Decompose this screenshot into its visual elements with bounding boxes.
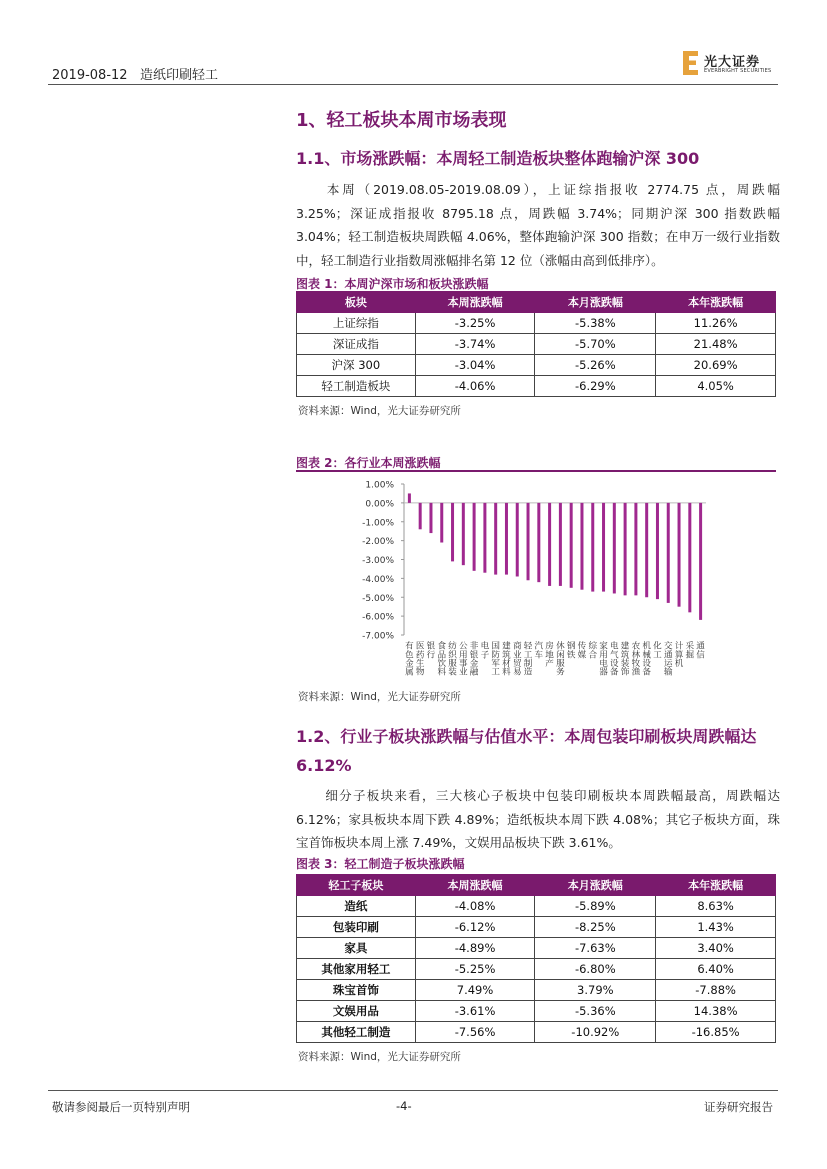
row-label: 上证综指 bbox=[297, 313, 416, 334]
table-cell: 7.49% bbox=[415, 980, 535, 1001]
chart-bar bbox=[656, 503, 659, 599]
table-cell: -6.80% bbox=[535, 959, 656, 980]
chart-bar bbox=[580, 503, 583, 590]
table-row bbox=[297, 959, 776, 980]
x-category-label: 商业贸易 bbox=[512, 641, 522, 678]
table-cell: 21.48% bbox=[656, 334, 776, 355]
row-label: 珠宝首饰 bbox=[297, 980, 416, 1001]
x-category-label: 化工 bbox=[653, 641, 662, 661]
chart-bar bbox=[591, 503, 594, 592]
header-divider bbox=[48, 84, 778, 85]
chart-bar bbox=[494, 503, 497, 575]
table-cell: -3.25% bbox=[415, 313, 535, 334]
subsector-performance-table bbox=[296, 874, 776, 1043]
chart-bar bbox=[408, 493, 411, 502]
table-cell: -10.92% bbox=[535, 1022, 656, 1043]
x-category-label: 银行 bbox=[426, 641, 436, 661]
table-cell: -4.89% bbox=[415, 938, 535, 959]
table-row bbox=[297, 334, 776, 355]
chart-bar bbox=[559, 503, 562, 586]
figure2-source: 资料来源：Wind，光大证券研究所 bbox=[298, 691, 461, 703]
chart-bar bbox=[419, 503, 422, 529]
y-tick-label: -3.00% bbox=[362, 556, 394, 566]
chart-bar bbox=[451, 503, 454, 562]
table-cell: -7.63% bbox=[535, 938, 656, 959]
table-row bbox=[297, 1022, 776, 1043]
subsection-title-1: 1.1、市场涨跌幅：本周轻工制造板块整体跑输沪深 300 bbox=[296, 149, 700, 168]
report-sector: 造纸印刷轻工 bbox=[139, 68, 218, 83]
chart-bar bbox=[602, 503, 605, 592]
column-header: 本月涨跌幅 bbox=[535, 292, 656, 313]
table-cell: -8.25% bbox=[535, 917, 656, 938]
x-category-label: 农林牧渔 bbox=[631, 641, 641, 678]
table-cell: -4.06% bbox=[415, 376, 535, 397]
figure1-source: 资料来源：Wind，光大证券研究所 bbox=[298, 405, 461, 417]
footer-disclaimer: 敬请参阅最后一页特别声明 bbox=[52, 1100, 190, 1114]
chart-bar bbox=[667, 503, 670, 603]
x-category-label: 计算机 bbox=[674, 641, 684, 669]
subsector-summary-text: 细分子板块来看，三大核心子板块中包装印刷板块本周跌幅最高，周跌幅达 6.12%；家具板块本周下跌 4.89%；造纸板块本周下跌 4.08%；其它子板块方面，珠宝首饰板块本周上涨 7.49%，文娱用品板块下跌 3.61%。 bbox=[296, 788, 780, 850]
table-cell: -3.61% bbox=[415, 1001, 535, 1022]
market-summary-paragraph bbox=[296, 178, 780, 272]
x-category-label: 医药生物 bbox=[415, 641, 425, 678]
footer-report-type: 证券研究报告 bbox=[704, 1100, 773, 1114]
chart-bar bbox=[548, 503, 551, 586]
chart-bar bbox=[645, 503, 648, 597]
table-cell: -3.74% bbox=[415, 334, 535, 355]
page-number: -4- bbox=[396, 1099, 412, 1113]
table-cell: 11.26% bbox=[656, 313, 776, 334]
section-title: 1、轻工板块本周市场表现 bbox=[296, 110, 507, 131]
table-row bbox=[297, 980, 776, 1001]
x-category-label: 轻工制造 bbox=[523, 641, 533, 678]
x-category-label: 通信 bbox=[696, 641, 705, 661]
header-date-sector bbox=[52, 64, 218, 83]
figure2-title: 图表 2：各行业本周涨跌幅 bbox=[296, 456, 441, 470]
y-tick-label: -2.00% bbox=[362, 537, 394, 548]
y-tick-label: 1.00% bbox=[365, 480, 394, 491]
x-category-label: 汽车 bbox=[534, 641, 544, 661]
row-label: 其他家用轻工 bbox=[297, 959, 416, 980]
x-category-label: 非银金融 bbox=[469, 641, 479, 678]
table-row bbox=[297, 938, 776, 959]
column-header: 本周涨跌幅 bbox=[415, 292, 535, 313]
industry-weekly-change-chart bbox=[296, 472, 776, 686]
table-cell: -5.38% bbox=[535, 313, 656, 334]
x-category-label: 钢铁 bbox=[566, 641, 576, 661]
table-cell: 3.79% bbox=[535, 980, 656, 1001]
x-category-label: 采掘 bbox=[685, 641, 695, 661]
subsection-title-2: 1.2、行业子板块涨跌幅与估值水平：本周包装印刷板块周跌幅达 6.12% bbox=[296, 727, 757, 775]
market-summary-text: 本周（2019.08.05-2019.08.09），上证综指报收 2774.75 点，周跌幅 3.25%；深证成指报收 8795.18 点，周跌幅 3.74%；同期沪深 300 指数跌幅 3.04%；轻工制造板块周跌幅 4.06%，整体跑输沪深 300 指数；在申万一级行业指数中，轻工制造行业指数周涨幅排名第 12 位（涨幅由高到低排序）。 bbox=[296, 182, 780, 268]
x-category-label: 国防军工 bbox=[491, 641, 500, 678]
row-label: 造纸 bbox=[297, 896, 416, 917]
table-row bbox=[297, 1001, 776, 1022]
x-category-label: 机械设备 bbox=[642, 641, 651, 678]
y-tick-label: -7.00% bbox=[362, 631, 394, 642]
table-cell: -7.56% bbox=[415, 1022, 535, 1043]
y-tick-label: -4.00% bbox=[362, 574, 394, 585]
figure3-source: 资料来源：Wind，光大证券研究所 bbox=[298, 1051, 461, 1063]
x-category-label: 综合 bbox=[588, 641, 598, 661]
table-cell: -5.25% bbox=[415, 959, 535, 980]
table-cell: 8.63% bbox=[656, 896, 776, 917]
market-performance-table bbox=[296, 291, 776, 397]
row-label: 沪深 300 bbox=[297, 355, 416, 376]
row-label: 包装印刷 bbox=[297, 917, 416, 938]
x-category-label: 公用事业 bbox=[459, 641, 468, 678]
table-header-row bbox=[297, 292, 776, 313]
chart-bar bbox=[505, 503, 508, 575]
x-category-label: 食品饮料 bbox=[437, 641, 447, 678]
table-cell: 6.40% bbox=[656, 959, 776, 980]
x-category-label: 电子 bbox=[480, 641, 490, 661]
row-label: 深证成指 bbox=[297, 334, 416, 355]
table-cell: 4.05% bbox=[656, 376, 776, 397]
x-category-label: 休闲服务 bbox=[556, 641, 565, 678]
chart-bar bbox=[624, 503, 627, 595]
table-header-row bbox=[297, 875, 776, 896]
logo-english-name: EVERBRIGHT SECURITIES bbox=[704, 68, 772, 74]
chart-bar bbox=[613, 503, 616, 594]
table-cell: -6.29% bbox=[535, 376, 656, 397]
table-row bbox=[297, 355, 776, 376]
column-header: 本年涨跌幅 bbox=[656, 875, 776, 896]
chart-bar bbox=[678, 503, 681, 607]
table-cell: 3.40% bbox=[656, 938, 776, 959]
table-cell: 1.43% bbox=[656, 917, 776, 938]
table-cell: -6.12% bbox=[415, 917, 535, 938]
chart-bar bbox=[473, 503, 476, 571]
x-category-label: 有色金属 bbox=[405, 641, 414, 678]
column-header: 本月涨跌幅 bbox=[535, 875, 656, 896]
chart-bar bbox=[537, 503, 540, 582]
row-label: 文娱用品 bbox=[297, 1001, 416, 1022]
table-cell: -5.89% bbox=[535, 896, 656, 917]
x-category-label: 交通运输 bbox=[663, 641, 673, 678]
subsector-summary-paragraph bbox=[296, 784, 780, 855]
table-cell: -7.88% bbox=[656, 980, 776, 1001]
table-cell: 14.38% bbox=[656, 1001, 776, 1022]
chart-bar bbox=[688, 503, 691, 612]
y-tick-label: -1.00% bbox=[362, 518, 394, 529]
table-row bbox=[297, 896, 776, 917]
figure1-title: 图表 1：本周沪深市场和板块涨跌幅 bbox=[296, 277, 489, 291]
x-category-label: 传媒 bbox=[577, 641, 587, 661]
table-cell: -5.70% bbox=[535, 334, 656, 355]
chart-bar bbox=[634, 503, 637, 595]
logo-chinese-name: 光大证券 bbox=[704, 55, 761, 70]
table-cell: -3.04% bbox=[415, 355, 535, 376]
chart-bar bbox=[699, 503, 702, 620]
footer-divider bbox=[48, 1090, 778, 1091]
row-label: 轻工制造板块 bbox=[297, 376, 416, 397]
y-tick-label: -5.00% bbox=[362, 593, 394, 604]
y-tick-label: -6.00% bbox=[362, 612, 394, 623]
figure3-title: 图表 3：轻工制造子板块涨跌幅 bbox=[296, 857, 465, 871]
column-header: 本周涨跌幅 bbox=[415, 875, 535, 896]
table-cell: -16.85% bbox=[656, 1022, 776, 1043]
everbright-logo-icon bbox=[682, 50, 700, 76]
x-category-label: 建筑装饰 bbox=[620, 641, 630, 678]
table-cell: -5.36% bbox=[535, 1001, 656, 1022]
table-row bbox=[297, 313, 776, 334]
table-cell: -5.26% bbox=[535, 355, 656, 376]
x-category-label: 房地产 bbox=[545, 641, 554, 669]
chart-bar bbox=[483, 503, 486, 573]
row-label: 其他轻工制造 bbox=[297, 1022, 416, 1043]
table-row bbox=[297, 917, 776, 938]
table-cell: -4.08% bbox=[415, 896, 535, 917]
chart-bar bbox=[462, 503, 465, 565]
table-row bbox=[297, 376, 776, 397]
x-category-label: 纺织服装 bbox=[448, 641, 457, 678]
chart-bar bbox=[429, 503, 432, 533]
x-category-label: 电气设备 bbox=[610, 641, 619, 678]
y-tick-label: 0.00% bbox=[365, 499, 394, 510]
x-category-label: 建筑材料 bbox=[502, 641, 511, 678]
x-category-label: 家用电器 bbox=[599, 641, 608, 678]
report-date: 2019-08-12 bbox=[52, 68, 128, 83]
column-header: 本年涨跌幅 bbox=[656, 292, 776, 313]
chart-bar bbox=[440, 503, 443, 543]
row-label: 家具 bbox=[297, 938, 416, 959]
chart-bar bbox=[527, 503, 530, 580]
table-cell: 20.69% bbox=[656, 355, 776, 376]
column-header: 板块 bbox=[297, 292, 416, 313]
chart-bar bbox=[516, 503, 519, 577]
company-logo bbox=[682, 50, 782, 80]
column-header: 轻工子板块 bbox=[297, 875, 416, 896]
chart-bar bbox=[570, 503, 573, 588]
